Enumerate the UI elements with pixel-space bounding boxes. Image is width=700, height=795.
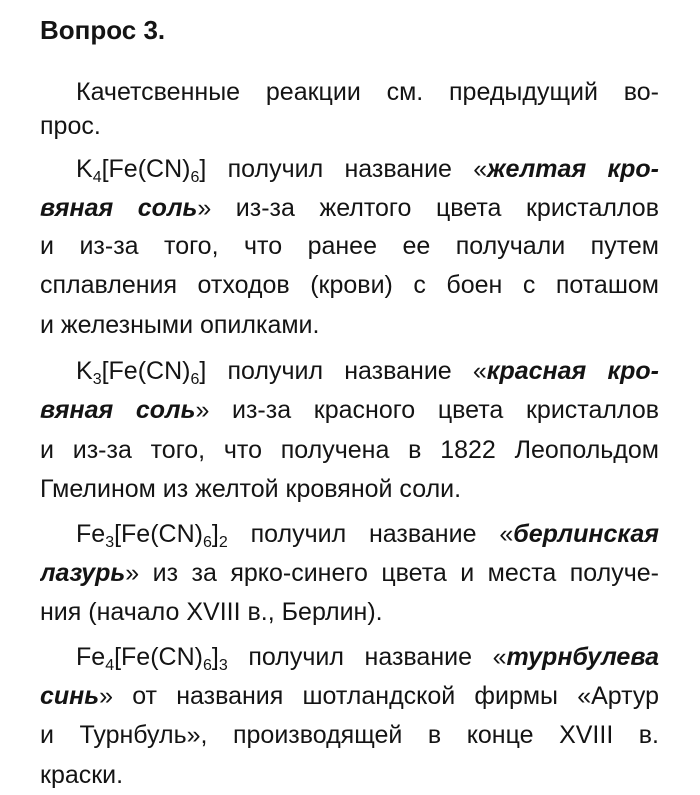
- term-yellow-blood-salt: желтая кро-: [487, 155, 659, 183]
- paragraph-5-line-1: $Fe_4[Fe(CN)_6]_3$ получил название «турнбулева: [76, 643, 659, 674]
- paragraph-4-line-2: лазурь» из за ярко-синего цвета и места получе-: [40, 559, 659, 587]
- formula-k4-ferrocyanide: $K_4[Fe(CN)_6]$: [76, 155, 207, 186]
- paragraph-4-line-3: ния (начало XVIII в., Берлин).: [40, 598, 383, 626]
- paragraph-2-line-5: и железными опилками.: [40, 311, 320, 339]
- term-turnbull-blue: турнбулева: [506, 643, 659, 671]
- paragraph-3-line-2: вяная соль» из-за красного цвета кристаллов: [40, 396, 659, 424]
- formula-k3-ferricyanide: $K_3[Fe(CN)_6]$: [76, 357, 207, 388]
- paragraph-2-line-1: $K_4[Fe(CN)_6]$ получил название «желтая кро-: [76, 155, 659, 186]
- paragraph-4-line-1: $Fe_3[Fe(CN)_6]_2$ получил название «берлинская: [76, 520, 659, 551]
- formula-prussian-blue: $Fe_3[Fe(CN)_6]_2$: [76, 520, 228, 551]
- paragraph-1-line-1: Качетсвенные реакции см. предыдущий во-: [76, 78, 659, 106]
- term-turnbull-blue-cont: синь: [40, 682, 100, 710]
- paragraph-2-line-3: и из-за того, что ранее ее получали путем: [40, 232, 659, 260]
- paragraph-2-line-4: сплавления отходов (крови) с боен с поташом: [40, 271, 659, 299]
- paragraph-2-line-2: вяная соль» из-за желтого цвета кристаллов: [40, 194, 659, 222]
- term-berlin-azure: берлинская: [513, 520, 659, 548]
- paragraph-3-line-4: Гмелином из желтой кровяной соли.: [40, 475, 462, 503]
- formula-turnbull-blue: $Fe_4[Fe(CN)_6]_3$: [76, 643, 228, 674]
- term-red-blood-salt: красная кро-: [486, 357, 659, 385]
- paragraph-5-line-3: и Турнбуль», производящей в конце XVIII в.: [40, 721, 659, 749]
- paragraph-5-line-2: синь» от названия шотландской фирмы «Артур: [40, 682, 659, 710]
- paragraph-3-line-3: и из-за того, что получена в 1822 Леопольдом: [40, 436, 659, 464]
- term-red-blood-salt-cont: вяная соль: [40, 396, 196, 424]
- paragraph-1-line-2: прос.: [40, 112, 101, 140]
- question-heading: Вопрос 3.: [40, 15, 166, 45]
- term-berlin-azure-cont: лазурь: [40, 559, 126, 587]
- term-yellow-blood-salt-cont: вяная соль: [40, 194, 198, 222]
- paragraph-3-line-1: $K_3[Fe(CN)_6]$ получил название «красная кро-: [76, 357, 659, 388]
- paragraph-5-line-4: краски.: [40, 761, 124, 789]
